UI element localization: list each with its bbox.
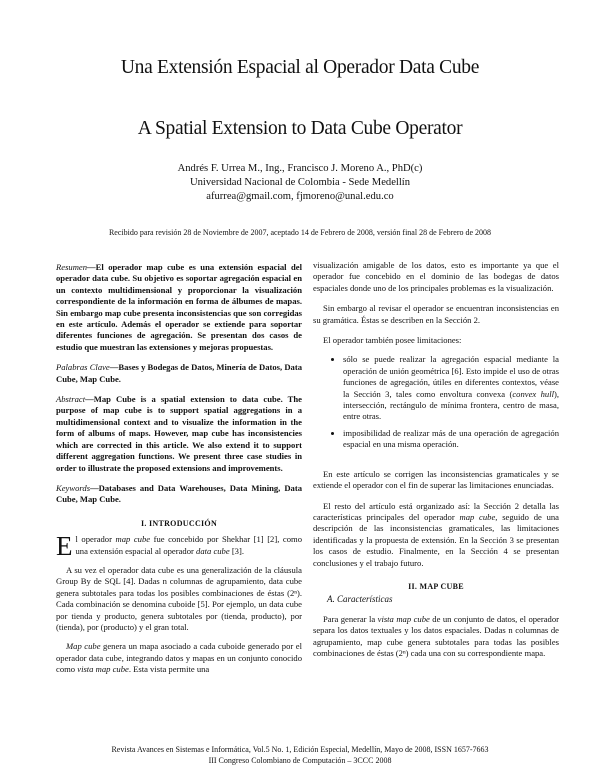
- right-paragraph-1: visualización amigable de los datos, esto es importante ya que el operador fue concebido en el dominio de las bodegas de datos espaciales donde uno de los principales problemas es la visualización.: [313, 260, 559, 293]
- right-column: [313, 260, 559, 659]
- para3-c: vista map cube: [77, 664, 129, 675]
- footer-congress: III Congreso Colombiano de Computación – 3CCC 2008: [208, 756, 392, 765]
- resumen-paragraph: [56, 262, 302, 353]
- resumen-label: Resumen: [56, 262, 88, 272]
- intro-paragraph: [56, 531, 302, 562]
- abstract-paragraph: [56, 394, 302, 474]
- palabras-clave: [56, 362, 302, 385]
- right-paragraph-6: [313, 614, 559, 660]
- abstract-text: —Map Cube is a spatial extension to data cube. The purpose of map cube is to support spatial aggregations in a multidimensional context and to visualize the information in the form of albums of maps. However, map cube has inconsistencies which are corrected in this article. We also extend it to support different aggregation functions. We present three case studies in order to illustrate the proposed extensions and improvements.: [56, 394, 302, 473]
- para3-b: genera un mapa asociado a cada cuboide generado por el operador data cube, integrando datos y mapas en un conjunto conocido como: [56, 641, 302, 675]
- right-paragraph-2: Sin embargo al revisar el operador se encuentran inconsistencias en su gramática. Éstas se describen en la Sección 2.: [313, 303, 559, 325]
- intro-text-c: fue concebido por Shekhar [1] [2], como una extensión espacial al operador: [75, 534, 302, 556]
- keywords-paragraph: [56, 483, 302, 506]
- subsection-heading: A. Características: [327, 594, 393, 605]
- author-affiliation: Universidad Nacional de Colombia - Sede Medellín: [189, 177, 411, 188]
- p5-italic: map cube: [459, 511, 496, 522]
- intro-paragraph-3: [56, 641, 302, 675]
- palabras-label: Palabras Clave: [56, 362, 110, 373]
- right-paragraph-3: El operador también posee limitaciones:: [323, 335, 462, 346]
- limitations-list: [313, 354, 559, 450]
- palabras-text: —Bases y Bodegas de Datos, Minería de Datos, Data Cube, Map Cube.: [56, 362, 302, 384]
- intro-text-e: [3].: [229, 545, 244, 556]
- received-dates: Recibido para revisión 28 de Noviembre de 2007, aceptado 14 de Febrero de 2008, versión final 28 de Febrero de 2008: [108, 228, 492, 237]
- title-spanish: Una Extensión Espacial al Operador Data Cube: [120, 57, 480, 78]
- author-block: [0, 162, 600, 204]
- footer-journal: Revista Avances en Sistemas e Informática, Vol.5 No. 1, Edición Especial, Medellín, Mayo de 2008, ISSN 1657-7663: [111, 745, 489, 754]
- p6-italic: vista map cube: [377, 613, 430, 624]
- p5-b: , seguido de una descripción de las inconsistencias gramaticales, las limitaciones identificadas y la propuesta de extensión. En la Sección 3 se presentan los casos de estudio. Finalmente, en la Sección 4 se presentan conclusiones y el trabajo futuro.: [313, 511, 559, 568]
- page-footer: [0, 744, 600, 766]
- intro-paragraph-2: A su vez el operador data cube es una generalización de la cláusula Group By de SQL [4]. Dadas n columnas de agrupamiento, data cube genera subtotales para todas los posibles combinaciones de éstas (2ⁿ). Cada combinación se denomina cuboide [5]. Por ejemplo, un data cube por tienda y producto, genera subtotales por (tienda, producto), por (tienda), por (producto) y el gran total.: [56, 564, 302, 632]
- keywords-label: Keywords: [56, 482, 91, 493]
- left-column: [56, 262, 302, 676]
- intro-text-d: data cube: [196, 545, 230, 556]
- intro-text-a: l operador: [75, 534, 116, 545]
- section-2-heading: II. MAP CUBE: [408, 581, 464, 591]
- author-names: Andrés F. Urrea M., Ing., Francisco J. Moreno A., PhD(c): [177, 163, 423, 174]
- title-english: A Spatial Extension to Data Cube Operator: [137, 118, 463, 139]
- keywords-text: —Databases and Data Warehouses, Data Mining, Data Cube, Map Cube.: [56, 482, 302, 505]
- resumen-text: —El operador map cube es una extensión espacial del operador data cube. Su objetivo es soportar agregación espacial en un contexto multidimensional y proporcionar la visualización correspondiente de la información en forma de álbumes de mapas. Sin embargo map cube presenta inconsistencias que son corregidas en este artículo. Además el operador se extiende para soportar diferentes funciones de agregación. Se presentan dos casos de estudio que muestran las extensiones y mejoras propuestas.: [56, 262, 302, 352]
- p6-a: Para generar la: [323, 613, 378, 624]
- limitation-item-2: • imposibilidad de realizar más de una operación de agregación espacial en una misma operación.: [343, 428, 559, 451]
- bullet1-italic: convex hull: [512, 388, 554, 399]
- limitation-item-1: [343, 354, 559, 422]
- p6-b: de un conjunto de datos, el operador separa los datos textuales y los datos espaciales. Dadas n columnas de agrupamiento, map cube genera subtotales para todas las posibles combinaciones de éstas (2ⁿ) cada una con su correspondiente mapa.: [313, 613, 559, 658]
- bullet1-end: ), intersección, rectángulo de mínima frontera, centro de masa, entre otras.: [343, 388, 559, 422]
- abstract-label: Abstract: [56, 394, 86, 405]
- right-paragraph-4: En este artículo se corrigen las inconsistencias gramaticales y se extiende el operador con el fin de superar las limitaciones enunciadas.: [313, 468, 559, 491]
- author-emails: afurrea@gmail.com, fjmoreno@unal.edu.co: [206, 191, 394, 202]
- drop-cap: E: [56, 531, 73, 562]
- p5-a: El resto del artículo está organizado así: la Sección 2 detalla las características principales del operador: [313, 500, 559, 522]
- section-1-heading: I. INTRODUCCIÓN: [140, 518, 218, 528]
- bullet1-text: sólo se puede realizar la agregación espacial mediante la operación de unión geométrica [6]. Esto impide el uso de otras funciones de agregación, útiles en diferentes contextos, véase la Sección 3, tales como envoltura convexa (: [343, 354, 559, 399]
- para3-d: . Esta vista permite una: [128, 664, 210, 675]
- right-paragraph-5: [313, 501, 559, 569]
- intro-text-b: map cube: [115, 534, 151, 545]
- para3-a: Map cube: [66, 641, 101, 652]
